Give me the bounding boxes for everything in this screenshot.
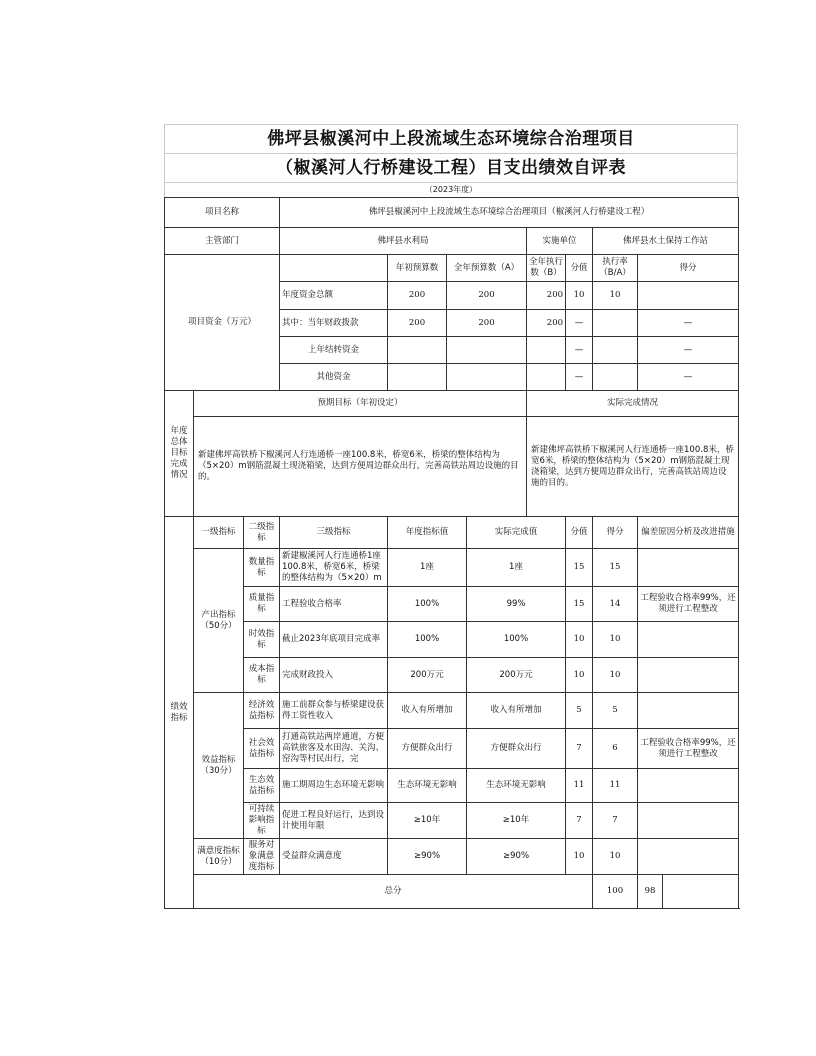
department-row (165, 228, 739, 255)
perf-row-target: ≥90% (388, 839, 467, 875)
perf-header-target: 年度指标值 (388, 517, 467, 549)
perf-row-l3: 促进工程良好运行，达到设计使用年限 (280, 803, 388, 839)
funds-header-initial: 年初预算数 (388, 255, 447, 282)
perf-header-l2: 二级指标 (244, 517, 280, 549)
funds-row-rate (593, 364, 638, 391)
perf-row-note (638, 803, 739, 839)
funds-row-got: — (638, 364, 739, 391)
perf-row (165, 769, 739, 803)
goals-actual-header: 实际完成情况 (527, 391, 739, 417)
perf-header-actual: 实际完成值 (467, 517, 566, 549)
perf-row (165, 693, 739, 729)
total-row (165, 875, 739, 909)
perf-row-got: 10 (593, 622, 638, 658)
title-line-1: 佛坪县椒溪河中上段流域生态环境综合治理项目 (164, 124, 738, 153)
perf-row-l2: 服务对象满意度指标 (244, 839, 280, 875)
perf-row-l3: 受益群众满意度 (280, 839, 388, 875)
perf-row-l2: 经济效益指标 (244, 693, 280, 729)
funds-header-executed: 全年执行数（B） (527, 255, 566, 282)
perf-row-l2: 可持续影响指标 (244, 803, 280, 839)
perf-row-note (638, 658, 739, 693)
perf-row-target: 100% (388, 622, 467, 658)
funds-row-rate (593, 310, 638, 337)
perf-row (165, 549, 739, 587)
perf-row (165, 839, 739, 875)
perf-row-score: 10 (566, 658, 593, 693)
perf-row-actual: 1座 (467, 549, 566, 587)
perf-row-l2: 社会效益指标 (244, 729, 280, 769)
funds-header-rate: 执行率（B/A） (593, 255, 638, 282)
perf-row-l3: 截止2023年底项目完成率 (280, 622, 388, 658)
perf-row-got: 10 (593, 658, 638, 693)
funds-row-executed: 200 (527, 310, 566, 337)
perf-row-note (638, 549, 739, 587)
total-note (663, 875, 739, 909)
perf-header-note: 偏差原因分析及改进措施 (638, 517, 739, 549)
evaluation-table (164, 197, 739, 909)
perf-row-note (638, 839, 739, 875)
perf-row-target: 方便群众出行 (388, 729, 467, 769)
perf-row (165, 803, 739, 839)
perf-row-l3: 完成财政投入 (280, 658, 388, 693)
goals-side-label: 年度总体目标完成情况 (165, 391, 194, 517)
output-indicator-label: 产出指标（50分） (194, 549, 244, 693)
goals-expected-text: 新建佛坪高铁桥下椒溪河人行连通桥一座100.8米，桥宽6米，桥梁的整体结构为（5×20）m钢筋混凝土现浇箱梁，达到方便周边群众出行，完善高铁站周边设施的目的。 (194, 417, 527, 517)
perf-row-target: 1座 (388, 549, 467, 587)
funds-row-initial (388, 337, 447, 364)
dept-label: 主管部门 (165, 228, 280, 255)
perf-row-target: 生态环境无影响 (388, 769, 467, 803)
funds-row-score: — (566, 337, 593, 364)
funds-row-rate: 10 (593, 282, 638, 310)
perf-row-l3: 打通高铁站两岸通道，方便高铁旅客及水田沟、关沟、窑沟等村民出行，完 (280, 729, 388, 769)
perf-row-target: 100% (388, 587, 467, 622)
project-name-value: 佛坪县椒溪河中上段流域生态环境综合治理项目（椒溪河人行桥建设工程） (280, 198, 739, 228)
perf-row-note (638, 693, 739, 729)
perf-row-actual: 100% (467, 622, 566, 658)
funds-row-annual (447, 364, 527, 391)
funds-row-name: 上年结转资金 (280, 337, 388, 364)
project-name-label: 项目名称 (165, 198, 280, 228)
funds-row-got (638, 282, 739, 310)
funds-header-blank (280, 255, 388, 282)
perf-header-row (165, 517, 739, 549)
funds-row-score: — (566, 310, 593, 337)
perf-row-score: 10 (566, 622, 593, 658)
funds-header-got: 得分 (638, 255, 739, 282)
perf-row-l2: 生态效益指标 (244, 769, 280, 803)
perf-row-l2: 质量指标 (244, 587, 280, 622)
funds-row-name: 年度资金总额 (280, 282, 388, 310)
funds-row-got: — (638, 337, 739, 364)
perf-row-got: 14 (593, 587, 638, 622)
perf-row-actual: 200万元 (467, 658, 566, 693)
perf-row (165, 587, 739, 622)
perf-row (165, 729, 739, 769)
funds-header-annual: 全年预算数（A） (447, 255, 527, 282)
perf-row-l3: 施工期周边生态环境无影响 (280, 769, 388, 803)
perf-row-score: 5 (566, 693, 593, 729)
goals-content-row (165, 417, 739, 517)
funds-row-score: 10 (566, 282, 593, 310)
impl-value: 佛坪县水土保持工作站 (593, 228, 739, 255)
funds-row-got: — (638, 310, 739, 337)
perf-header-got: 得分 (593, 517, 638, 549)
perf-row-l2: 数量指标 (244, 549, 280, 587)
year-label: （2023年度） (164, 182, 738, 197)
funds-row-initial: 200 (388, 310, 447, 337)
perf-row-got: 15 (593, 549, 638, 587)
goals-header-row (165, 391, 739, 417)
perf-row-got: 7 (593, 803, 638, 839)
perf-header-l3: 三级指标 (280, 517, 388, 549)
perf-row-score: 7 (566, 803, 593, 839)
perf-row-score: 7 (566, 729, 593, 769)
perf-row-got: 11 (593, 769, 638, 803)
funds-label: 项目资金（万元） (165, 255, 280, 391)
perf-side-label: 绩效指标 (165, 517, 194, 909)
perf-row (165, 658, 739, 693)
dept-value: 佛坪县水利局 (280, 228, 527, 255)
project-name-row (165, 198, 739, 228)
perf-row-l3: 新建椒溪河人行连通桥1座100.8米，桥宽6米，桥梁的整体结构为（5×20）m (280, 549, 388, 587)
perf-row-actual: ≥90% (467, 839, 566, 875)
funds-row-initial: 200 (388, 282, 447, 310)
funds-row-executed (527, 337, 566, 364)
perf-row-note (638, 622, 739, 658)
funds-row-executed (527, 364, 566, 391)
perf-row-l3: 工程验收合格率 (280, 587, 388, 622)
funds-row-name: 其他资金 (280, 364, 388, 391)
funds-row-annual: 200 (447, 282, 527, 310)
perf-row-target: 200万元 (388, 658, 467, 693)
perf-row-l2: 成本指标 (244, 658, 280, 693)
goals-actual-text: 新建佛坪高铁桥下椒溪河人行连通桥一座100.8米，桥宽6米，桥梁的整体结构为（5×20）m钢筋混凝土现浇箱梁，达到方便周边群众出行，完善高铁站周边设施的目的。 (527, 417, 739, 517)
impl-label: 实施单位 (527, 228, 593, 255)
perf-row-target: 收入有所增加 (388, 693, 467, 729)
perf-row-score: 15 (566, 549, 593, 587)
perf-row-note: 工程验收合格率99%，还须进行工程整改 (638, 729, 739, 769)
perf-row (165, 622, 739, 658)
title-line-2: （椒溪河人行桥建设工程）目支出绩效自评表 (164, 153, 738, 182)
perf-row-note: 工程验收合格率99%，还须进行工程整改 (638, 587, 739, 622)
perf-row-actual: 收入有所增加 (467, 693, 566, 729)
funds-row-initial (388, 364, 447, 391)
perf-row-actual: 方便群众出行 (467, 729, 566, 769)
total-label: 总分 (194, 875, 593, 909)
perf-header-score: 分值 (566, 517, 593, 549)
perf-row-l2: 时效指标 (244, 622, 280, 658)
perf-row-score: 15 (566, 587, 593, 622)
benefit-indicator-label: 效益指标（30分） (194, 693, 244, 839)
goals-expected-header: 预期目标（年初设定） (194, 391, 527, 417)
perf-row-score: 11 (566, 769, 593, 803)
perf-row-got: 5 (593, 693, 638, 729)
total-score: 100 (593, 875, 638, 909)
funds-row-score: — (566, 364, 593, 391)
perf-row-note (638, 769, 739, 803)
funds-row-annual (447, 337, 527, 364)
funds-row-annual: 200 (447, 310, 527, 337)
perf-row-l3: 施工前群众参与桥梁建设获得工资性收入 (280, 693, 388, 729)
satisfaction-indicator-label: 满意度指标（10分） (194, 839, 244, 875)
total-got: 98 (638, 875, 663, 909)
perf-row-actual: 生态环境无影响 (467, 769, 566, 803)
perf-row-actual: ≥10年 (467, 803, 566, 839)
perf-row-score: 10 (566, 839, 593, 875)
funds-header-row (165, 255, 739, 282)
evaluation-sheet (164, 124, 738, 909)
funds-row-rate (593, 337, 638, 364)
funds-row-executed: 200 (527, 282, 566, 310)
perf-row-target: ≥10年 (388, 803, 467, 839)
perf-row-got: 10 (593, 839, 638, 875)
funds-header-score: 分值 (566, 255, 593, 282)
perf-row-got: 6 (593, 729, 638, 769)
perf-row-actual: 99% (467, 587, 566, 622)
funds-row-name: 其中：当年财政拨款 (280, 310, 388, 337)
perf-header-l1: 一级指标 (194, 517, 244, 549)
